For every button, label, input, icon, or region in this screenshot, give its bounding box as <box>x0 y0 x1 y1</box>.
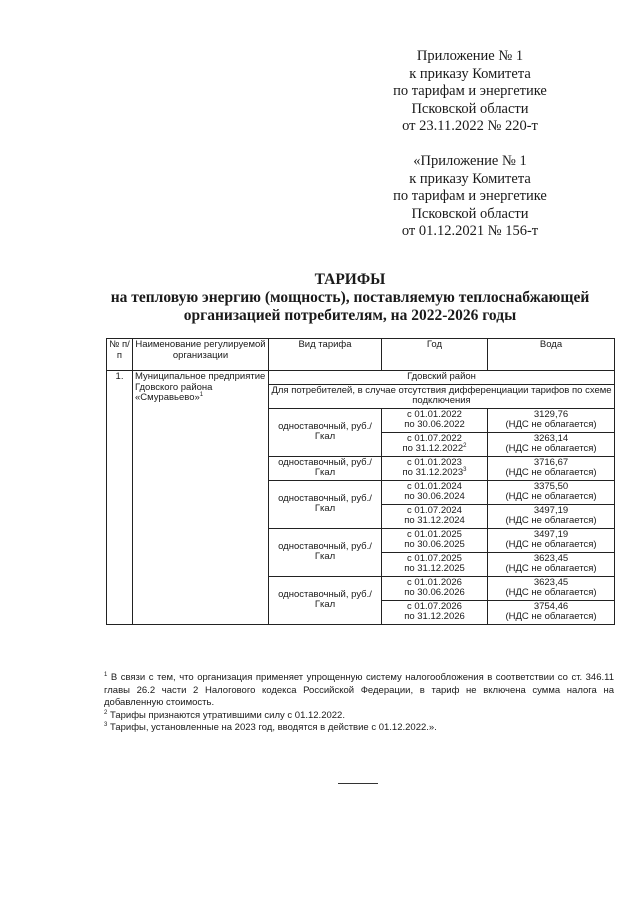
tariff-type: одноставочный, руб./Гкал <box>269 576 382 624</box>
header-water: Вода <box>488 339 615 371</box>
tariff-period <box>382 504 488 528</box>
tariff-value-cell <box>488 552 615 576</box>
footnote-2 <box>104 710 614 723</box>
period-to-text: по 31.12.2023 <box>402 467 464 478</box>
period-from: с 01.07.2024 <box>407 504 462 516</box>
tariff-period <box>382 600 488 624</box>
period-to-text: по 30.06.2022 <box>404 419 465 430</box>
period-to <box>384 468 485 479</box>
tariff-value-cell <box>488 528 615 552</box>
tariff-value: 3716,67 <box>533 456 569 468</box>
footnote-marker: 3 <box>463 466 467 473</box>
appendix-line: Псковской области <box>411 205 529 222</box>
vat-note: (НДС не облагается) <box>505 587 597 598</box>
appendix-line: к приказу Комитета <box>409 65 531 82</box>
document-title <box>80 271 620 325</box>
row-number: 1. <box>107 371 133 625</box>
tariff-value: 3263,14 <box>533 432 569 444</box>
period-to-text: по 31.12.2024 <box>404 515 465 526</box>
footnote-text: В связи с тем, что организация применяет упрощенную систему налогообложения в соответствии со ст. 346.11 главы 26.2 части 2 Налогового кодекса Российской Федерации, в тариф не включена сумма налога на добавленную стоимость. <box>104 672 614 708</box>
vat-note: (НДС не облагается) <box>505 491 597 502</box>
tariff-table <box>106 338 615 625</box>
tariff-value: 3497,19 <box>533 504 569 516</box>
period-to <box>384 564 485 575</box>
period-to-text: по 30.06.2026 <box>404 587 465 598</box>
period-from: с 01.07.2022 <box>407 432 462 444</box>
tariff-value-cell <box>488 456 615 480</box>
tariff-value-cell <box>488 480 615 504</box>
tariff-period <box>382 480 488 504</box>
tariff-value-cell <box>488 432 615 456</box>
period-to-text: по 31.12.2026 <box>404 611 465 622</box>
header-num: № п/п <box>107 339 133 371</box>
vat-note: (НДС не облагается) <box>505 419 597 430</box>
tariff-period <box>382 408 488 432</box>
footnote-marker: 1 <box>104 671 108 678</box>
organization-name-text: Муниципальное предприятие Гдовского района «Смуравьево» <box>135 371 266 403</box>
period-to <box>384 540 485 551</box>
appendix-line: Псковской области <box>411 100 529 117</box>
vat-note: (НДС не облагается) <box>505 515 597 526</box>
organization-name <box>133 371 269 625</box>
footnote-marker: 2 <box>104 709 108 716</box>
footnote-text: Тарифы признаются утратившими силу с 01.12.2022. <box>109 709 345 721</box>
tariff-value-cell <box>488 408 615 432</box>
appendix-previous-heading <box>360 153 580 241</box>
appendix-line: по тарифам и энергетике <box>393 83 547 99</box>
footnote-marker: 2 <box>463 442 467 449</box>
appendix-order-date: от 01.12.2021 № 156-т <box>401 223 539 239</box>
district-name: Гдовский район <box>269 371 615 385</box>
footnote-1 <box>104 672 614 710</box>
period-from: с 01.01.2025 <box>407 528 462 540</box>
tariff-value: 3129,76 <box>533 408 569 420</box>
tariff-period <box>382 576 488 600</box>
period-to-text: по 30.06.2025 <box>404 539 465 550</box>
consumers-note: Для потребителей, в случае отсутствия дифференциации тарифов по схеме подключения <box>269 384 615 408</box>
period-from: с 01.01.2022 <box>407 408 462 420</box>
vat-note: (НДС не облагается) <box>505 467 597 478</box>
period-to-text: по 30.06.2024 <box>404 491 465 502</box>
footnote-text: Тарифы, установленные на 2023 год, вводятся в действие с 01.12.2022.». <box>109 722 437 733</box>
table-header-row <box>107 339 615 371</box>
period-to <box>384 492 485 503</box>
tariff-type: одноставочный, руб./Гкал <box>269 528 382 576</box>
footnote-3 <box>104 722 614 735</box>
header-year: Год <box>382 339 488 371</box>
appendix-current-heading <box>360 48 580 136</box>
tariff-value: 3623,45 <box>533 576 569 588</box>
period-to <box>384 420 485 431</box>
tariff-value: 3754,46 <box>533 600 569 612</box>
period-to-text: по 31.12.2025 <box>404 563 465 574</box>
tariff-period <box>382 528 488 552</box>
appendix-line: по тарифам и энергетике <box>393 188 547 204</box>
tariff-type: одноставочный, руб./Гкал <box>269 456 382 480</box>
table-row <box>107 371 615 385</box>
header-type: Вид тарифа <box>269 339 382 371</box>
vat-note: (НДС не облагается) <box>505 563 597 574</box>
period-to <box>384 588 485 599</box>
tariff-type: одноставочный, руб./Гкал <box>269 408 382 456</box>
tariff-type: одноставочный, руб./Гкал <box>269 480 382 528</box>
period-from: с 01.01.2023 <box>407 456 462 468</box>
vat-note: (НДС не облагается) <box>505 539 597 550</box>
footnote-marker: 3 <box>104 721 108 728</box>
tariff-value: 3375,50 <box>533 480 569 492</box>
appendix-line: Приложение № 1 <box>416 48 524 64</box>
tariff-value-cell <box>488 576 615 600</box>
appendix-line: к приказу Комитета <box>409 170 531 187</box>
tariff-period <box>382 552 488 576</box>
period-from: с 01.01.2024 <box>407 480 462 492</box>
footnotes <box>104 672 614 735</box>
header-org: Наименование регулируемой организации <box>133 339 269 371</box>
title-main: ТАРИФЫ <box>314 271 386 288</box>
period-from: с 01.07.2025 <box>407 552 462 564</box>
footnote-marker: 1 <box>199 391 204 398</box>
tariff-period <box>382 456 488 480</box>
title-subtitle: на тепловую энергию (мощность), поставляемую теплоснабжающей <box>110 289 590 306</box>
closing-rule <box>338 783 378 784</box>
period-from: с 01.07.2026 <box>407 600 462 612</box>
appendix-line: «Приложение № 1 <box>413 153 527 169</box>
period-from: с 01.01.2026 <box>407 576 462 588</box>
title-subtitle: организацией потребителям, на 2022-2026 годы <box>183 307 517 324</box>
tariff-value: 3623,45 <box>533 552 569 564</box>
tariff-value: 3497,19 <box>533 528 569 540</box>
appendix-order-date: от 23.11.2022 № 220-т <box>402 118 538 134</box>
period-to-text: по 31.12.2022 <box>402 443 464 454</box>
period-to <box>384 444 485 455</box>
period-to <box>384 612 485 623</box>
tariff-value-cell <box>488 600 615 624</box>
period-to <box>384 516 485 527</box>
tariff-period <box>382 432 488 456</box>
vat-note: (НДС не облагается) <box>505 443 597 454</box>
vat-note: (НДС не облагается) <box>505 611 597 622</box>
tariff-value-cell <box>488 504 615 528</box>
